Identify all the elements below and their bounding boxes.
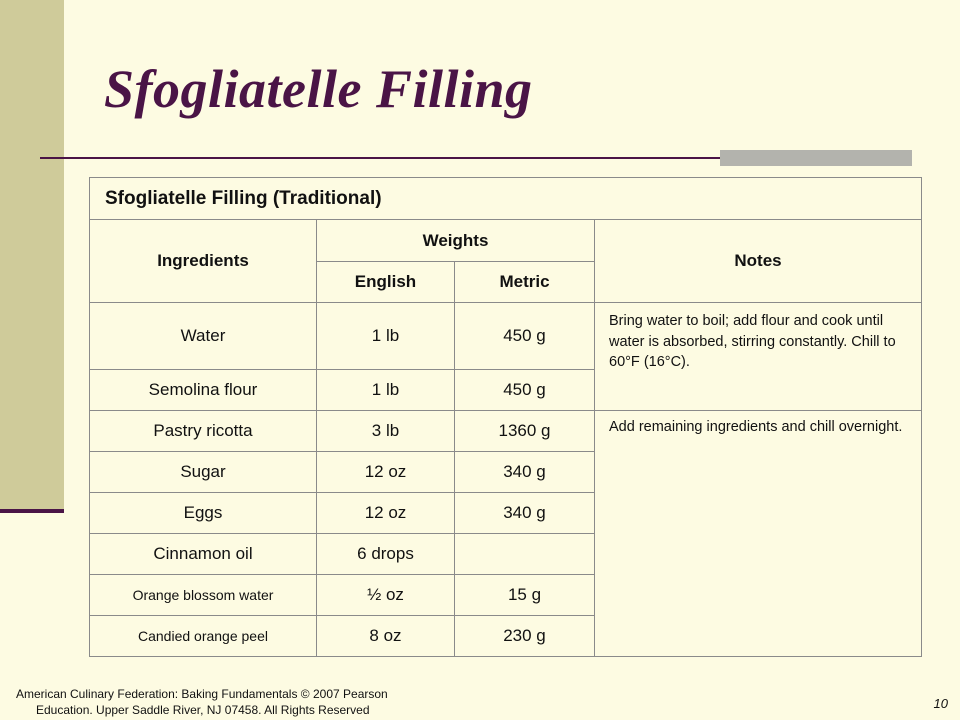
english-cell: 3 lb [317, 411, 455, 452]
english-cell: 8 oz [317, 616, 455, 657]
ingredient-cell: Candied orange peel [90, 616, 317, 657]
sidebar-rule [0, 509, 64, 513]
english-cell: ½ oz [317, 575, 455, 616]
note-cell: Add remaining ingredients and chill overnight. [595, 411, 922, 657]
english-cell: 1 lb [317, 370, 455, 411]
footer-line-1: American Culinary Federation: Baking Fundamentals © 2007 Pearson [16, 687, 388, 701]
table-row [90, 303, 922, 370]
english-cell: 6 drops [317, 534, 455, 575]
title-underline-accent [720, 150, 912, 166]
ingredient-cell: Semolina flour [90, 370, 317, 411]
metric-cell [455, 534, 595, 575]
ingredient-cell: Sugar [90, 452, 317, 493]
recipe-table [89, 177, 922, 657]
footer-line-2: Education. Upper Saddle River, NJ 07458. All Rights Reserved [36, 703, 370, 717]
metric-cell: 340 g [455, 493, 595, 534]
note-cell: Bring water to boil; add flour and cook until water is absorbed, stirring constantly. Chill to 60°F (16°C). [595, 303, 922, 411]
ingredient-cell: Cinnamon oil [90, 534, 317, 575]
header-notes: Notes [595, 220, 922, 303]
header-weights: Weights [317, 220, 595, 262]
header-metric: Metric [455, 262, 595, 303]
metric-cell: 340 g [455, 452, 595, 493]
english-cell: 1 lb [317, 303, 455, 370]
table-row [90, 411, 922, 452]
english-cell: 12 oz [317, 493, 455, 534]
header-ingredients: Ingredients [90, 220, 317, 303]
slide-title: Sfogliatelle Filling [104, 59, 533, 119]
sidebar-band [0, 0, 64, 512]
metric-cell: 450 g [455, 370, 595, 411]
metric-cell: 450 g [455, 303, 595, 370]
metric-cell: 1360 g [455, 411, 595, 452]
ingredient-cell: Eggs [90, 493, 317, 534]
english-cell: 12 oz [317, 452, 455, 493]
page-number: 10 [933, 696, 948, 711]
ingredient-cell: Orange blossom water [90, 575, 317, 616]
metric-cell: 15 g [455, 575, 595, 616]
ingredient-cell: Water [90, 303, 317, 370]
header-english: English [317, 262, 455, 303]
metric-cell: 230 g [455, 616, 595, 657]
table-caption: Sfogliatelle Filling (Traditional) [90, 178, 922, 220]
ingredient-cell: Pastry ricotta [90, 411, 317, 452]
copyright-footer [16, 686, 388, 718]
